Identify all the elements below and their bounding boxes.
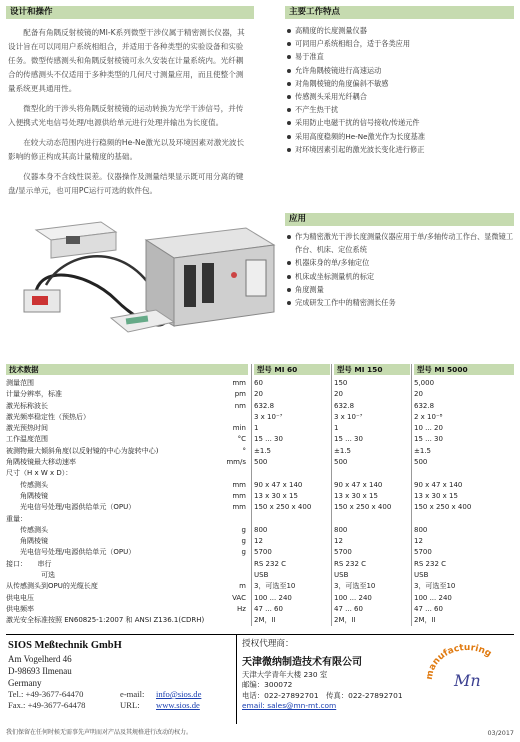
row-value: 1: [334, 424, 339, 433]
row-label: 计量分辨率，标准: [6, 390, 62, 399]
agent-logo: [424, 640, 510, 700]
row-value: 15 ... 30: [254, 435, 283, 444]
table-row: [6, 548, 514, 559]
row-value: 90 x 47 x 140: [254, 480, 303, 489]
row-value: 3，可选至10: [254, 582, 296, 591]
row-value: 500: [254, 458, 268, 467]
row-label: 尺寸（H x W x D）：: [6, 469, 73, 478]
sensor-head: [36, 222, 116, 258]
row-value: 15 ... 30: [414, 435, 443, 444]
row-value: 15 ... 30: [334, 435, 363, 444]
row-unit: °: [242, 446, 246, 455]
row-value: 150: [334, 379, 348, 387]
row-value: ±1.5: [334, 446, 351, 455]
feature-item: 不产生热干扰: [285, 103, 514, 116]
row-value: 3 x 10⁻⁷: [334, 412, 363, 421]
row-unit: mm/s: [226, 458, 246, 467]
row-label: 光电信号处理/电源供给单元（OPU）: [20, 503, 136, 512]
company-url-label: URL:: [120, 700, 140, 710]
row-value: 500: [414, 458, 428, 467]
table-row: [6, 458, 514, 469]
row-unit: °C: [237, 435, 246, 444]
row-unit: g: [241, 525, 246, 534]
row-value: 2M，II: [334, 616, 356, 625]
row-value: 47 ... 60: [414, 604, 443, 613]
company-name: SIOS Meßtechnik GmbH: [8, 640, 122, 651]
table-col-header-mi60: 型号 MI 60: [254, 364, 330, 375]
feature-item: 可同用户系统相组合，适于各类应用: [285, 37, 514, 50]
table-row: [6, 447, 514, 458]
row-value: ±1.5: [414, 446, 431, 455]
feature-item: 对角隅棱镜的角度偏斜不敏感: [285, 77, 514, 90]
row-value: [334, 469, 414, 480]
application-item: 角度测量: [285, 283, 514, 296]
row-value: 3，可选至10: [334, 582, 376, 591]
row-value: USB: [334, 571, 349, 580]
design-paragraph: 仪器本身不含线性误差。仪器操作及测量结果显示既可用分离的键盘/显示单元，也可用PC运行可选的软件包。: [8, 172, 244, 195]
row-value: 47 ... 60: [254, 604, 283, 613]
table-row: [6, 537, 514, 548]
opu-unit: [146, 228, 274, 326]
table-col-header-mi5000: 型号 MI 5000: [414, 364, 514, 375]
row-value: 20: [334, 390, 343, 399]
row-value: ±1.5: [254, 446, 271, 455]
row-value: 2M，II: [254, 616, 276, 625]
agent-address: 天津大学青年大楼 230 室: [242, 670, 328, 679]
table-row: [6, 424, 514, 435]
row-value: 13 x 30 x 15: [254, 491, 298, 500]
row-value: 100 ... 240: [414, 593, 452, 602]
row-label: 工作温度范围: [6, 435, 48, 444]
row-value: 150 x 250 x 400: [334, 503, 392, 512]
row-value: 12: [414, 537, 423, 546]
row-label: 传感测头: [20, 480, 48, 489]
row-unit: g: [241, 548, 246, 557]
table-row: [6, 402, 514, 413]
row-value: 13 x 30 x 15: [334, 491, 378, 500]
row-value: 100 ... 240: [254, 593, 292, 602]
table-row: [6, 390, 514, 401]
table-col-header-mi150: 型号 MI 150: [334, 364, 410, 375]
company-street: Am Vogelherd 46: [8, 654, 72, 664]
logo-arc-text: manufacturing: [424, 642, 493, 681]
row-label: 激光标称波长: [6, 401, 48, 410]
row-unit: Hz: [237, 604, 246, 613]
company-url-link[interactable]: www.sios.de: [156, 700, 200, 710]
agent-email[interactable]: email: sales@mn-mt.com: [242, 701, 337, 711]
table-row: [6, 379, 514, 390]
company-email-label: e-mail:: [120, 689, 145, 699]
row-value: USB: [414, 571, 429, 580]
feature-item: 对环境因素引起的激光波长变化进行修正: [285, 143, 514, 156]
tech-data-table: [6, 379, 514, 628]
design-paragraph: 配备有角隅反射棱镜的MI-K系列微型干涉仪属于精密测长仪器，其设计旨在可以同用户系统相组合，并适用于各种类型的实验设备和实验任务。微型传感测头和角隅反射棱镜可永久安装在计量系统内。光纤耦合的传感测头不仅适用于多种类型的几何尺寸测量应用，而且使整个测量系统更具通用性。: [8, 28, 245, 93]
row-value: 10 ... 20: [414, 424, 443, 433]
features-section: [285, 6, 514, 156]
table-row: [6, 594, 514, 605]
row-label: 激光预热时间: [6, 424, 48, 433]
applications-section: [285, 213, 514, 309]
row-value: 800: [334, 525, 348, 534]
table-row: [6, 526, 514, 537]
row-label: 角隅棱镜: [20, 491, 48, 500]
product-photo: [6, 200, 282, 350]
row-value: [254, 515, 334, 526]
row-unit: min: [232, 424, 246, 433]
table-title: 技术数据: [6, 364, 248, 375]
row-value: 20: [254, 390, 263, 399]
company-block: [8, 639, 234, 711]
row-value: 2M，II: [414, 616, 436, 625]
row-value: [254, 469, 334, 480]
row-value: 12: [254, 537, 263, 546]
application-item: 机床或坐标测量机的标定: [285, 270, 514, 283]
table-row: [6, 469, 514, 480]
feature-item: 传感测头采用光纤耦合: [285, 90, 514, 103]
table-row: [6, 481, 514, 492]
feature-item: 采用高度稳频的He-Ne激光作为长度基准: [285, 130, 514, 143]
footer-rule: [6, 634, 514, 635]
row-label: 接口： 串行: [6, 559, 52, 568]
agent-postcode: 邮编：300072: [242, 680, 293, 690]
application-item: 机器床身的单/多轴定位: [285, 256, 514, 269]
row-value: 12: [334, 537, 343, 546]
company-fax: Fax.: +49-3677-64478: [8, 700, 86, 710]
row-value: 632.8: [334, 401, 355, 410]
row-value: 100 ... 240: [334, 593, 372, 602]
footer-divider: [236, 634, 237, 724]
table-row: [6, 571, 514, 582]
feature-item: 高精度的长度测量仪器: [285, 24, 514, 37]
row-unit: pm: [234, 390, 246, 399]
row-value: 150 x 250 x 400: [414, 503, 472, 512]
design-section: [6, 6, 254, 204]
design-paragraph: 在较大动态范围内进行稳频的He-Ne激光以及环境因素对激光波长影响的修正构成其高计量精度的基础。: [8, 138, 245, 161]
row-value: 90 x 47 x 140: [414, 480, 463, 489]
row-label: 角隅棱镜: [20, 537, 48, 546]
row-label: 激光频率稳定性（预热后）: [6, 412, 90, 421]
row-label: 激光安全标准按照 EN60825-1:2007 和 ANSI Z136.1(CDRH): [6, 616, 205, 625]
row-label: 传感测头: [20, 525, 48, 534]
design-paragraph: 微型化的干涉头将角隅反射棱镜的运动转换为光学干涉信号，并传入便携式光电信号处理/电源供给单元进行处理并输出为长度值。: [8, 104, 244, 127]
table-row: [6, 582, 514, 593]
row-unit: g: [241, 537, 246, 546]
table-row: [6, 435, 514, 446]
applications-title: 应用: [285, 213, 514, 226]
row-label: 供电电压: [6, 593, 34, 602]
row-value: RS 232 C: [254, 559, 287, 568]
row-value: 3，可选至10: [414, 582, 456, 591]
row-value: 60: [254, 379, 263, 387]
row-value: 2 x 10⁻⁸: [414, 412, 443, 421]
row-unit: nm: [234, 401, 246, 410]
table-row: [6, 492, 514, 503]
table-row: [6, 515, 514, 526]
row-value: 13 x 30 x 15: [414, 491, 458, 500]
row-unit: mm: [232, 503, 246, 512]
row-value: 20: [414, 390, 423, 399]
logo-mark: Mn: [454, 671, 481, 690]
row-value: 5700: [334, 548, 352, 557]
row-label: 可选: [6, 571, 55, 580]
footer-note: 我们保留在任何时候无需事先声明而对产品及其规格进行改动的权力。: [6, 729, 193, 736]
row-value: 800: [414, 525, 428, 534]
row-value: RS 232 C: [334, 559, 367, 568]
company-email-link[interactable]: info@sios.de: [156, 689, 202, 699]
row-value: 632.8: [414, 401, 435, 410]
features-title: 主要工作特点: [285, 6, 514, 19]
row-value: 500: [334, 458, 348, 467]
row-label: 光电信号处理/电源供给单元（OPU）: [20, 548, 136, 557]
agent-phone: 电话：022-27892701 传真：022-27892701: [242, 690, 403, 700]
row-value: 5700: [254, 548, 272, 557]
row-unit: mm: [232, 480, 246, 489]
row-value: [334, 515, 414, 526]
row-value: 632.8: [254, 401, 275, 410]
company-tel: Tel.: +49-3677-64470: [8, 689, 84, 699]
row-value: 5700: [414, 548, 432, 557]
row-unit: m: [239, 582, 246, 591]
table-row: [6, 605, 514, 616]
row-unit: mm: [232, 491, 246, 500]
row-value: 5,000: [414, 379, 435, 387]
row-label: 从传感测头到OPU的光缆长度: [6, 582, 98, 591]
row-value: 150 x 250 x 400: [254, 503, 312, 512]
feature-item: 采用防止电磁干扰的信号接收/传递元件: [285, 116, 514, 129]
table-row: [6, 413, 514, 424]
row-label: 测量范围: [6, 379, 34, 387]
company-city: D-98693 Ilmenau: [8, 666, 72, 676]
design-title: 设计和操作: [6, 6, 254, 19]
row-value: USB: [254, 571, 269, 580]
row-value: [414, 515, 506, 526]
table-row: [6, 503, 514, 514]
row-value: RS 232 C: [414, 559, 447, 568]
application-item: 完成研发工作中的精密测长任务: [285, 296, 514, 309]
company-country: Germany: [8, 678, 42, 688]
row-value: [414, 469, 506, 480]
row-value: 90 x 47 x 140: [334, 480, 383, 489]
application-item: 作为精密激光干涉长度测量仪器应用于单/多轴传动工作台、显微镜工作台、机床、定位系统: [285, 230, 514, 256]
table-row: [6, 560, 514, 571]
agent-heading: 授权代理商：: [242, 639, 294, 649]
row-value: 800: [254, 525, 268, 534]
row-unit: VAC: [232, 593, 246, 602]
row-unit: mm: [232, 379, 246, 387]
feature-item: 允许角隅棱镜进行高速运动: [285, 64, 514, 77]
row-value: 3 x 10⁻⁷: [254, 412, 283, 421]
corner-cube: [24, 290, 60, 312]
footer-date: 03/2017: [487, 729, 514, 737]
row-label: 角隅棱镜最大移动速率: [6, 458, 76, 467]
feature-item: 易于准直: [285, 50, 514, 63]
row-value: 1: [254, 424, 259, 433]
row-label: 被测物最大倾斜角度(以反射镜的中心为旋转中心): [6, 446, 159, 455]
table-row: [6, 616, 514, 627]
agent-name: 天津微纳制造技术有限公司: [242, 657, 362, 668]
row-label: 供电频率: [6, 604, 34, 613]
row-value: 47 ... 60: [334, 604, 363, 613]
row-label: 重量：: [6, 514, 27, 523]
